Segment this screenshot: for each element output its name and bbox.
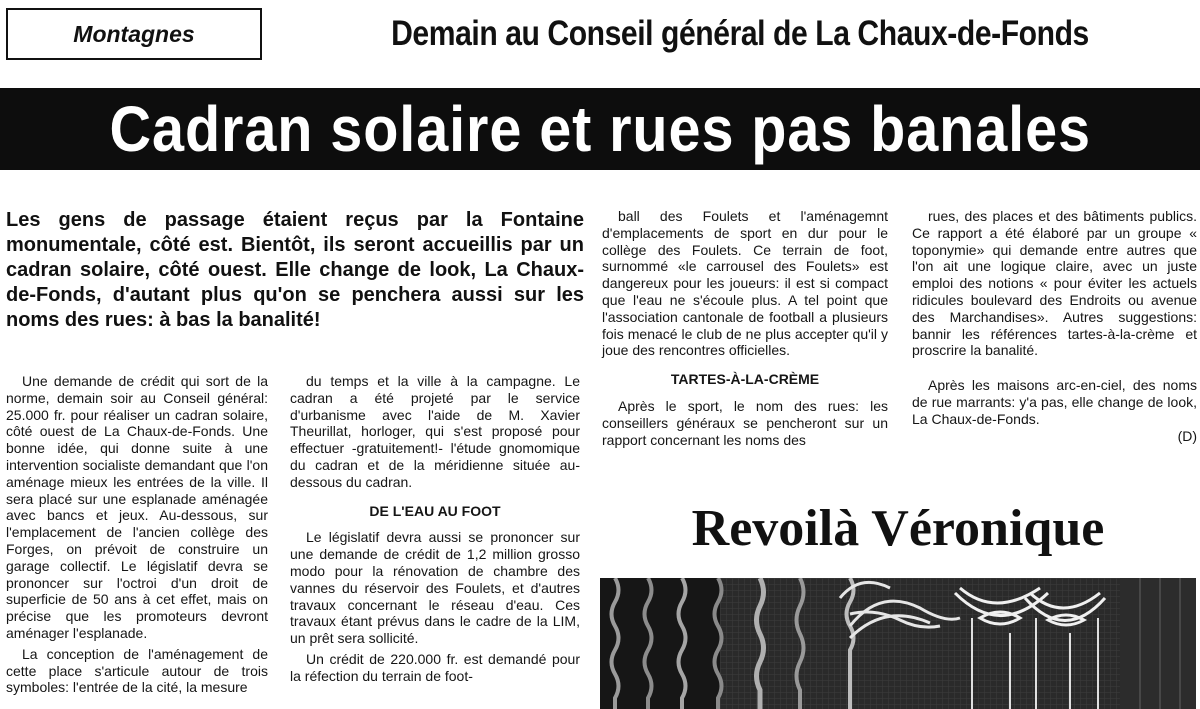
stage-photo-image [600,578,1196,709]
article-column-2 [290,373,580,685]
lead-paragraph: Les gens de passage étaient reçus par la Fontaine monumentale, côté est. Bientôt, ils seront accueillis par un cadran solaire, côté ouest. Elle change de look, La Chaux-de-Fonds, d'autant plus qu'on se penchera aussi sur les noms des rues: à bas la banalité! [6,209,584,331]
paragraph: Un crédit de 220.000 fr. est demandé pour la réfection du terrain de foot- [290,650,580,684]
paragraph: La conception de l'aménagement de cette place s'articule autour de trois symboles: l'entrée de la cité, la mesure [6,645,268,696]
kicker-headline: Demain au Conseil général de La Chaux-de-Fonds [391,14,1089,53]
signature: (D) [1177,427,1197,444]
article-column-1 [6,373,268,696]
paragraph: Le législatif devra aussi se prononcer sur une demande de crédit de 1,2 million grosso modo pour la rénovation de chambre des vannes du réservoir des Foulets, et d'autres travaux concernant le réseau d'eau. Ces travaux étant prévus dans le cadre de la LIM, un prêt sera sollicité. [290,529,580,647]
photo [600,578,1196,709]
paragraph: Après les maisons arc-en-ciel, des noms de rue marrants: y'a pas, elle change de look, La Chaux-de-Fonds. [912,377,1197,427]
section-rubric [6,8,262,60]
paragraph: du temps et la ville à la campagne. Le cadran a été projeté par le service d'urbanisme avec l'aide de M. Xavier Theurillat, horloger, qui s'est proposé pour effectuer -gratuitement!- l'étude gnomomique du cadran et de la méridienne située au-dessous du cadran. [290,373,580,490]
headline-banner [0,88,1200,170]
headline: Cadran solaire et rues pas banales [109,93,1091,165]
photo-headline: Revoilà Véronique [691,499,1105,557]
article-column-4 [912,208,1197,444]
paragraph: ball des Foulets et l'aménagemnt d'emplacements de sport en dur pour le collège des Foulets. Ce terrain de foot, surnommé «le carrousel des Foulets» est dangereux pour les joueurs: il est si compact que l'eau ne s'écoule plus. A tel point que l'association cantonale de football a plusieurs fois menacé le club de ne plus accepter qu'il y joue des rencontres officielles. [602,208,888,359]
paragraph: Après le sport, le nom des rues: les conseillers généraux se pencheront sur un rapport concernant les noms des [602,397,888,448]
rubric-label: Montagnes [73,20,195,47]
article-column-3 [602,208,888,448]
subheading: TARTES-À-LA-CRÈME [670,371,820,388]
paragraph: rues, des places et des bâtiments publics. Ce rapport a été élaboré par un groupe « toponymie» qui demande entre autres que l'on ait une logique claire, avec un juste emploi des notions « pour éviter les actuels ridicules boulevard des Endroits ou avenue des Marchandises». Autres suggestions: bannir les références tartes-à-la-crème et proscrire la banalité. [912,208,1197,359]
subheading: DE L'EAU AU FOOT [369,502,501,519]
paragraph: Une demande de crédit qui sort de la norme, demain soir au Conseil général: 25.000 fr. pour réaliser un cadran solaire, côté ouest de La Chaux-de-Fonds. Une bonne idée, qui donne suite à une intervention socialiste demandant que l'on aménage mieux les entrées de la ville. Il sera placé sur une esplanade aménagée avec bancs et jeux. Au-dessous, sur l'emplacement de l'ancien collège des Forges, on prévoit de construire un garage collectif. Le législatif devra se prononcer sur l'octroi d'un droit de superficie de 50 ans à cet effet, mais on précise que les promoteurs devront aménager l'esplanade. [6,373,268,641]
